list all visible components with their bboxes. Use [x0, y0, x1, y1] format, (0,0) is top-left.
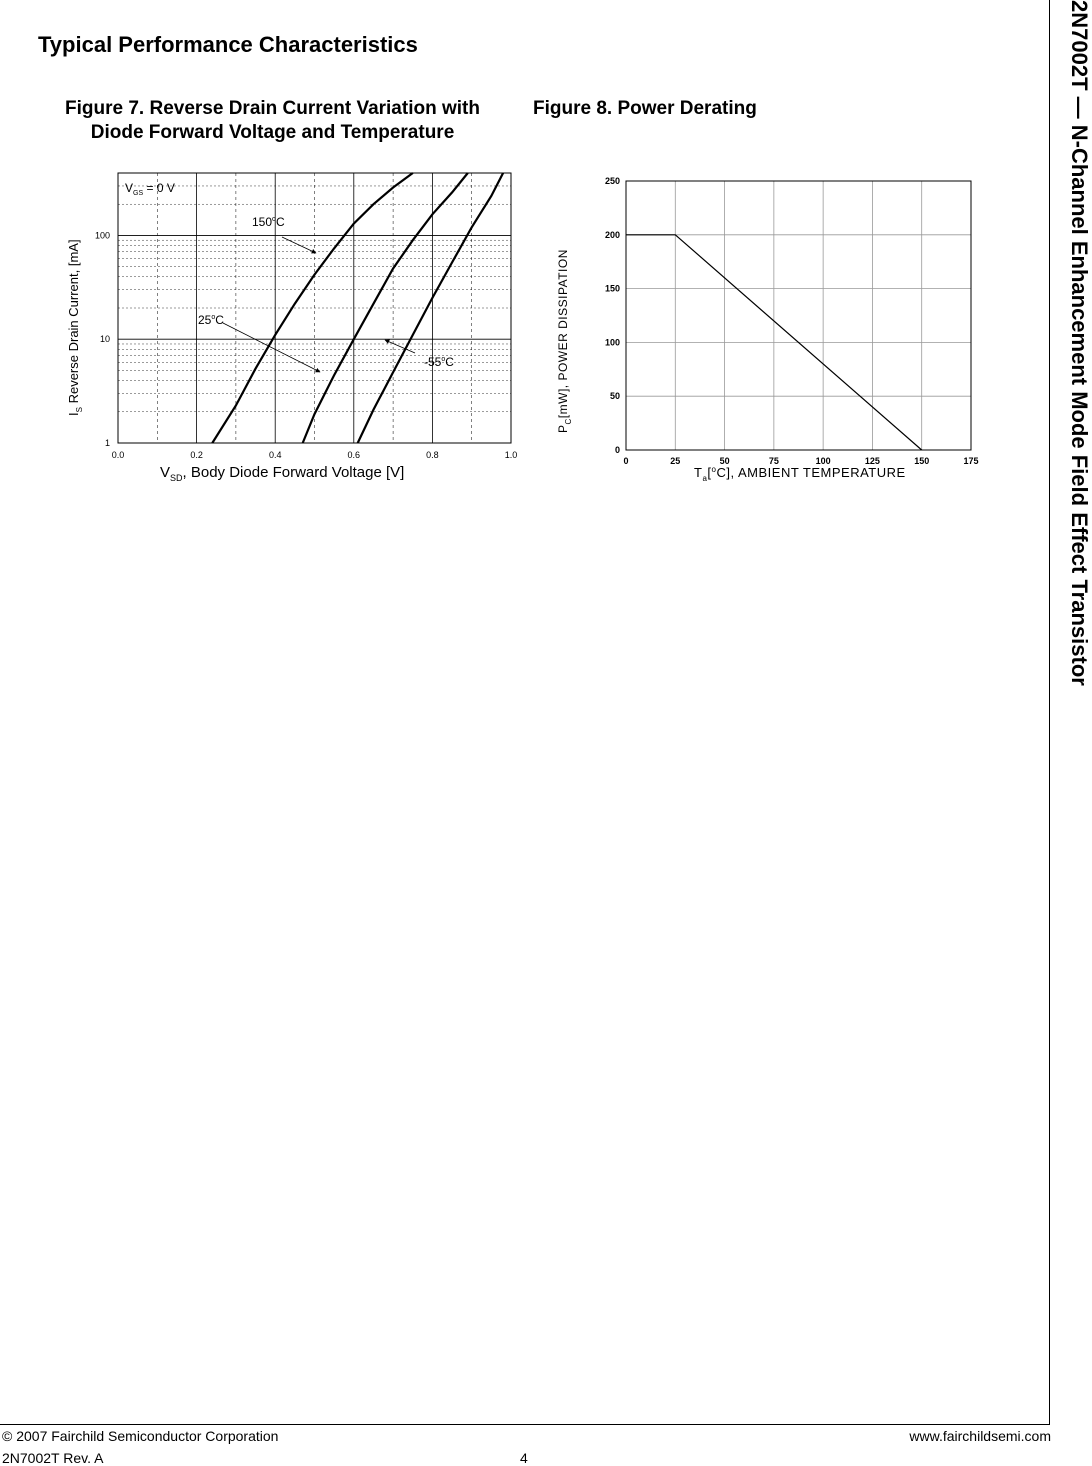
series-pointer-25c [223, 323, 320, 372]
y-tick-label: 200 [604, 229, 620, 240]
figure-8-chart [550, 165, 1020, 485]
figure-7-caption [40, 97, 505, 145]
figure-8-plot-frame [626, 181, 971, 450]
x-tick-label: 0.8 [426, 450, 439, 460]
figure-7-y-tick-labels [95, 230, 110, 448]
series-label-150c: 150$^o$C [252, 215, 285, 229]
x-tick-label: 50 [719, 456, 730, 466]
footer-website-link[interactable]: www.fairchildsemi.com [909, 1428, 1051, 1444]
x-tick-label: 75 [768, 456, 779, 466]
footer-page-number: 4 [520, 1450, 528, 1466]
figure-8-y-axis-label: $P_C[mW]$, POWER DISSIPATION [556, 249, 573, 433]
x-tick-label: 0.0 [111, 450, 125, 460]
figure-8-grid [626, 181, 971, 450]
series-label-minus55c: -55$^o$C [424, 355, 454, 369]
series-pointer-minus55c [385, 340, 415, 353]
figure-7-grid [118, 173, 511, 443]
y-tick-label: 150 [604, 283, 620, 294]
footer-revision: 2N7002T Rev. A [2, 1450, 104, 1466]
y-tick-label: 100 [94, 230, 110, 241]
document-side-title [1066, 0, 1092, 686]
figure-8-y-tick-labels [605, 176, 620, 455]
y-tick-label: 250 [604, 176, 620, 186]
x-tick-label: 0.6 [347, 450, 361, 460]
x-tick-label: 1.0 [504, 450, 518, 460]
x-tick-label: 25 [670, 456, 681, 466]
x-tick-label: 0.2 [190, 450, 203, 460]
series-pointer-150c [282, 237, 316, 253]
figure-7-caption-line-1: Figure 7. Reverse Drain Current Variation with [65, 98, 480, 119]
x-tick-label: 100 [815, 456, 831, 466]
figure-8-x-axis-label: $T_a[^oC]$, AMBIENT TEMPERATURE [694, 465, 906, 483]
y-tick-label: 0 [614, 445, 620, 455]
x-tick-label: 175 [963, 456, 979, 466]
figure-7-condition: $V_{GS} = 0$ V [125, 181, 175, 197]
footer-copyright: © 2007 Fairchild Semiconductor Corporation [2, 1428, 279, 1444]
section-title: Typical Performance Characteristics [38, 32, 418, 57]
document-side-title-text: 2N7002T — N-Channel Enhancement Mode Field Effect Transistor [1067, 0, 1092, 686]
y-tick-label: 100 [604, 337, 620, 348]
x-tick-label: 0 [623, 456, 629, 466]
figure-7-x-tick-labels [112, 450, 518, 460]
x-tick-label: 0.4 [268, 450, 282, 460]
figure-7-chart [40, 160, 560, 490]
series-label-25c: 25$^o$C [198, 313, 224, 327]
y-tick-label: 10 [99, 334, 110, 345]
figure-7-x-axis-label: $V_{SD}$, Body Diode Forward Voltage [V] [160, 464, 405, 483]
x-tick-label: 125 [864, 456, 880, 466]
y-tick-label: 50 [609, 391, 620, 402]
figure-8-caption: Figure 8. Power Derating [533, 98, 757, 119]
figure-7-y-axis-label: $I_S$ Reverse Drain Current, [mA] [66, 239, 84, 416]
y-tick-label: 1 [104, 438, 110, 448]
figure-7-caption-line-2: Diode Forward Voltage and Temperature [90, 122, 455, 143]
x-tick-label: 150 [914, 456, 930, 466]
